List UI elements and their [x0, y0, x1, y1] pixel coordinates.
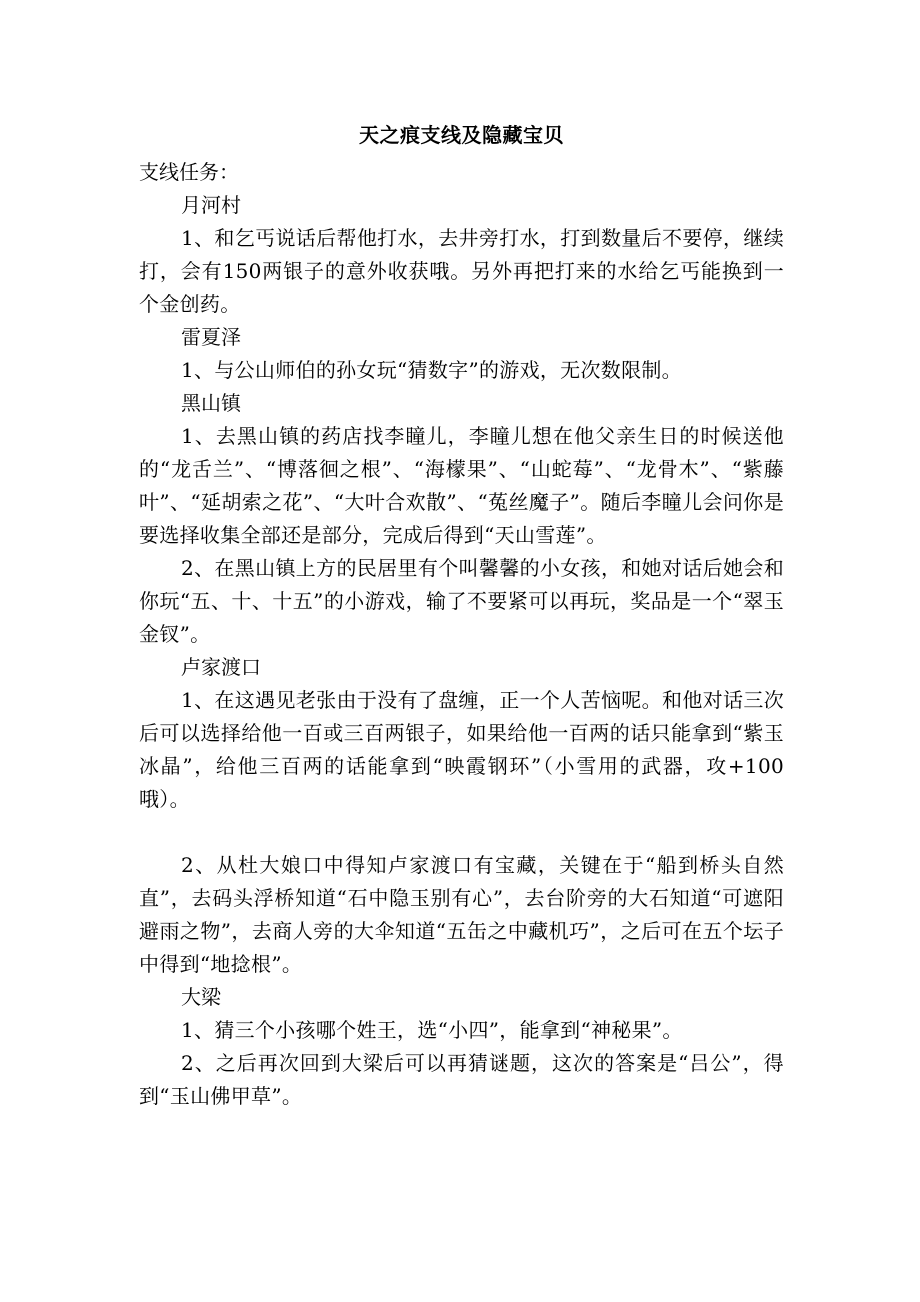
document-title: 天之痕支线及隐藏宝贝 — [359, 123, 564, 147]
location-heading-leixia: 雷夏泽 — [181, 325, 241, 349]
quest-paragraph: 1、与公山师伯的孙女玩“猜数字”的游戏，无次数限制。 — [181, 358, 682, 382]
blank-line — [139, 816, 784, 849]
quest-paragraph: 1、和乞丐说话后帮他打水，去井旁打水，打到数量后不要停，继续打，会有150两银子的意外收获哦。另外再把打来的水给乞丐能换到一个金创药。 — [139, 226, 784, 316]
quest-paragraph: 1、在这遇见老张由于没有了盘缠，正一个人苦恼呢。和他对话三次后可以选择给他一百或三百两银子，如果给他一百两的话只能拿到“紫玉冰晶”，给他三百两的话能拿到“映霞钢环”（小雪用的武器，攻+100哦）。 — [139, 688, 784, 811]
quest-paragraph: 2、在黑山镇上方的民居里有个叫馨馨的小女孩，和她对话后她会和你玩“五、十、十五”的小游戏，输了不要紧可以再玩，奖品是一个“翠玉金钗”。 — [139, 556, 784, 646]
location-heading-lujia: 卢家渡口 — [181, 655, 261, 679]
location-heading-yuehe: 月河村 — [181, 193, 241, 217]
quest-paragraph: 2、之后再次回到大梁后可以再猜谜题，这次的答案是“吕公”，得到“玉山佛甲草”。 — [139, 1051, 784, 1108]
quest-paragraph: 1、去黑山镇的药店找李瞳儿，李瞳儿想在他父亲生日的时候送他的“龙舌兰”、“博落徊之根”、“海檬果”、“山蛇莓”、“龙骨木”、“紫藤叶”、“延胡索之花”、“大叶合欢散”、“菟丝魔子”。随后李瞳儿会问你是要选择收集全部还是部分，完成后得到“天山雪莲”。 — [139, 424, 784, 547]
quest-paragraph: 1、猜三个小孩哪个姓王，选“小四”，能拿到“神秘果”。 — [181, 1018, 683, 1042]
quest-paragraph: 2、从杜大娘口中得知卢家渡口有宝藏，关键在于“船到桥头自然直”，去码头浮桥知道“石中隐玉别有心”，去台阶旁的大石知道“可遮阳避雨之物”，去商人旁的大伞知道“五缶之中藏机巧”，之后可在五个坛子中得到“地捻根”。 — [139, 853, 784, 976]
section-label: 支线任务： — [139, 160, 239, 184]
location-heading-heishan: 黑山镇 — [181, 391, 241, 415]
document-page — [139, 118, 784, 1113]
location-heading-daliang: 大梁 — [181, 985, 221, 1009]
